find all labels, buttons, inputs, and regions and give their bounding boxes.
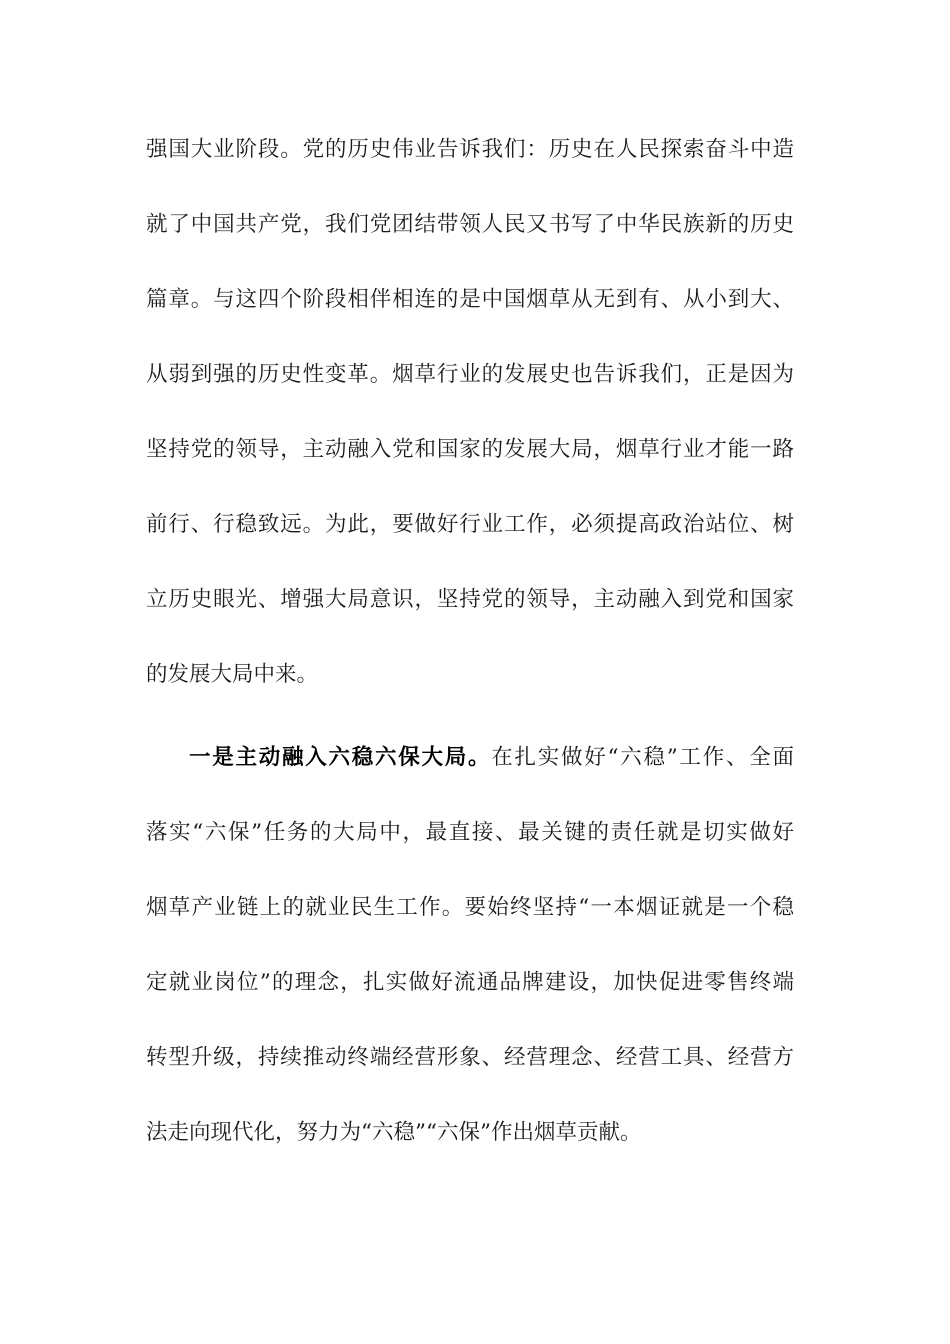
paragraph-line: 落实“六保”任务的大局中，最直接、最关键的责任就是切实做好	[146, 820, 794, 845]
section-heading: 一是主动融入六稳六保大局。	[189, 745, 492, 770]
paragraph-text: 在扎实做好“六稳”工作、全面	[491, 745, 794, 770]
paragraph-line: 从弱到强的历史性变革。烟草行业的发展史也告诉我们，正是因为	[146, 362, 794, 387]
paragraph-line: 前行、行稳致远。为此，要做好行业工作，必须提高政治站位、树	[146, 512, 794, 537]
paragraph-line: 法走向现代化，努力为“六稳”“六保”作出烟草贡献。	[146, 1120, 642, 1145]
paragraph-line: 强国大业阶段。党的历史伟业告诉我们：历史在人民探索奋斗中造	[146, 137, 794, 162]
paragraph-line: 定就业岗位”的理念，扎实做好流通品牌建设，加快促进零售终端	[146, 970, 794, 995]
paragraph-line: 立历史眼光、增强大局意识，坚持党的领导，主动融入到党和国家	[146, 587, 794, 612]
paragraph-line: 就了中国共产党，我们党团结带领人民又书写了中华民族新的历史	[146, 212, 794, 237]
paragraph-line: 烟草产业链上的就业民生工作。要始终坚持“一本烟证就是一个稳	[146, 895, 794, 920]
paragraph-line: 篇章。与这四个阶段相伴相连的是中国烟草从无到有、从小到大、	[146, 287, 794, 312]
paragraph-line: 转型升级，持续推动终端经营形象、经营理念、经营工具、经营方	[146, 1045, 794, 1070]
paragraph-line: 的发展大局中来。	[146, 662, 319, 687]
paragraph-line: 坚持党的领导，主动融入党和国家的发展大局，烟草行业才能一路	[146, 437, 794, 462]
paragraph-first-line	[189, 741, 794, 775]
